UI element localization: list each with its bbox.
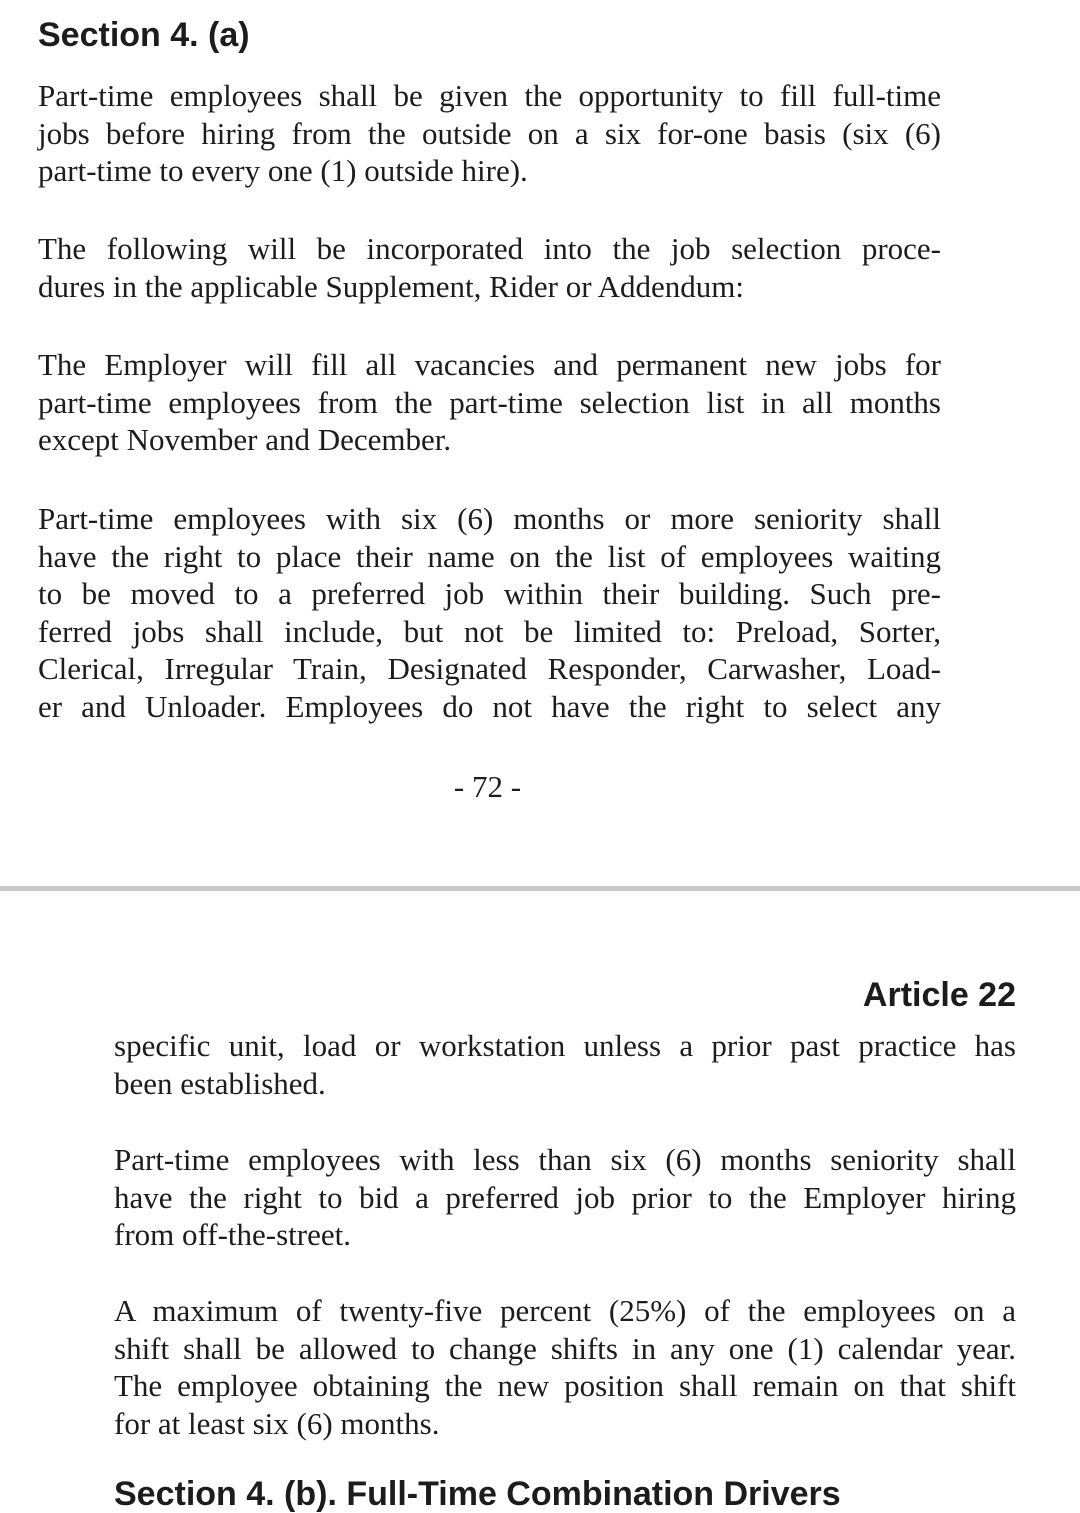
text-line: The Employer will fill all vacancies and permanent new jobs for [38,347,941,382]
text-line: to be moved to a preferred job within their building. Such pre- [38,576,941,611]
paragraph-part-time-opportunity [38,77,941,190]
running-header: Article 22 [862,976,1016,1014]
text-line: part-time employees from the part-time selection list in all months [38,384,941,420]
text-line: dures in the applicable Supplement, Rider or Addendum: [38,268,744,304]
page-number: - 72 - [453,769,522,804]
text-line: jobs before hiring from the outside on a six for-one basis (six (6) [38,115,941,151]
text-line: been established. [114,1065,326,1101]
text-line: Part-time employees shall be given the opportunity to fill full-time [38,78,941,113]
text-line: er and Unloader. Employees do not have the right to select any [38,688,941,724]
paragraph-continued-workstation [114,1027,1016,1102]
section-heading: Section 4. (a) [38,16,250,54]
paragraph-vacancies [38,346,941,459]
text-line: Part-time employees with six (6) months or more seniority shall [38,501,941,536]
document-page-73 [0,892,1080,1513]
text-line: have the right to place their name on the list of employees waiting [38,538,941,574]
text-line: have the right to bid a preferred job prior to the Employer hiring [114,1179,1016,1215]
text-line: specific unit, load or workstation unless a prior past practice has [114,1028,1016,1063]
text-line: shift shall be allowed to change shifts in any one (1) calendar year. [114,1330,1016,1366]
paragraph-job-selection-procedures [38,230,941,305]
text-line: A maximum of twenty-five percent (25%) of the employees on a [114,1293,1016,1328]
text-line: for at least six (6) months. [114,1405,440,1441]
text-line: ferred jobs shall include, but not be limited to: Preload, Sorter, [38,613,941,649]
text-line: from off-the-street. [114,1217,351,1252]
text-line: except November and December. [38,422,452,457]
text-line: part-time to every one (1) outside hire). [38,153,528,188]
paragraph-shift-change-limit [114,1292,1016,1442]
text-line: Part-time employees with less than six (6) months seniority shall [114,1142,1016,1177]
page-divider [0,886,1080,891]
text-line: The employee obtaining the new position shall remain on that shift [114,1368,1016,1403]
paragraph-preferred-jobs [38,500,941,725]
next-section-heading: Section 4. (b). Full-Time Combination Drivers [114,1475,841,1513]
text-line: Clerical, Irregular Train, Designated Responder, Carwasher, Load- [38,651,941,686]
text-line: The following will be incorporated into the job selection proce- [38,231,941,266]
paragraph-less-seniority [114,1141,1016,1254]
